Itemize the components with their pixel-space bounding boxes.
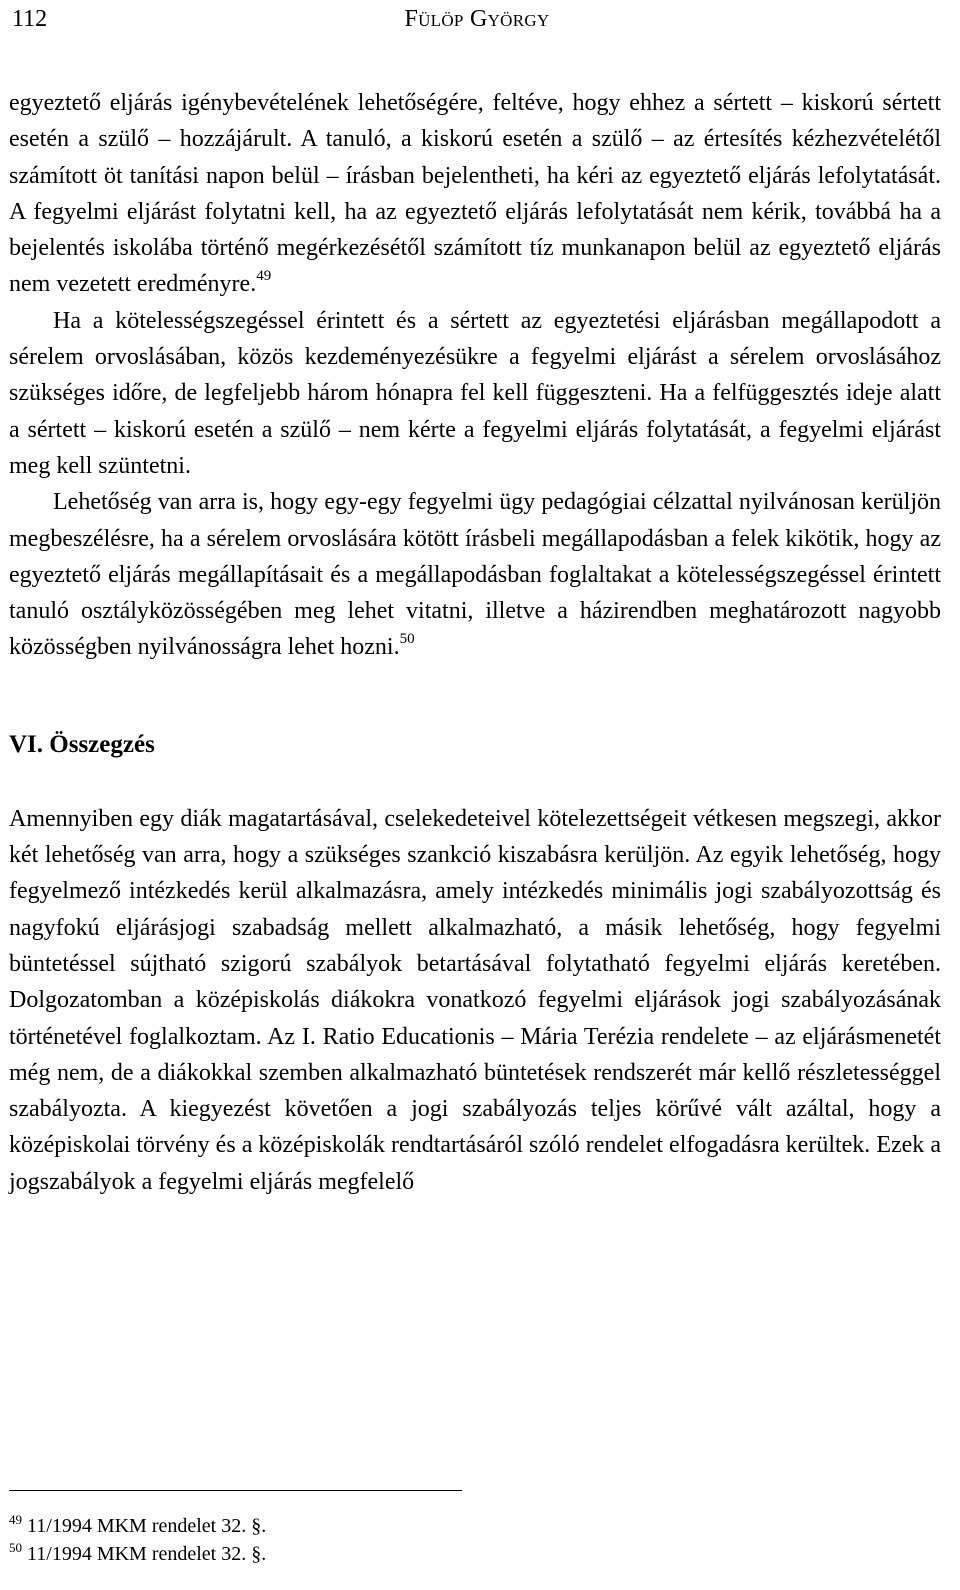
page-number: 112 (12, 6, 48, 32)
footnotes (9, 1512, 941, 1568)
footnote (9, 1512, 941, 1540)
body-text (9, 85, 941, 1200)
paragraph (9, 484, 941, 665)
paragraph-text: Lehetőség van arra is, hogy egy-egy fegyelmi ügy pedagógiai célzattal nyilvánosan kerüljön megbeszélésre, ha a sérelem orvoslására kötött írásbeli megállapodásban a felek kikötik, hogy az egyeztető eljárás megállapításait és a megállapodásban foglaltakat a kötelességszegéssel érintett tanuló osztályközösségében meg lehet vitatni, illetve a házirendben meghatározott nagyobb közösségben nyilvánosságra lehet hozni. (9, 489, 941, 661)
footnote-number: 49 (9, 1512, 22, 1527)
paragraph-text: egyeztető eljárás igénybevételének lehetőségére, feltéve, hogy ehhez a sértett – kiskorú sértett esetén a szülő – hozzájárult. A tanuló, a kiskorú esetén a szülő – az értesítés kézhezvételétől számított öt tanítási napon belül – írásban bejelentheti, ha kéri az egyeztető eljárás lefolytatását. A fegyelmi eljárást folytatni kell, ha az egyeztető eljárás lefolytatását nem kérik, továbbá ha a bejelentés iskolába történő megérkezésétől számított tíz munkanapon belül az egyeztető eljárás nem vezetett eredményre. (9, 90, 941, 298)
paragraph (9, 85, 941, 303)
footnote-text: 11/1994 MKM rendelet 32. §. (27, 1543, 267, 1565)
summary-paragraph: Amennyiben egy diák magatartásával, cselekedeteivel kötelezettségeit vétkesen megszegi, akkor két lehetőség van arra, hogy a szükséges szankció kiszabásra kerüljön. Az egyik lehetőség, hogy fegyelmező intézkedés kerül alkalmazásra, amely intézkedés minimális jogi szabályozottság és nagyfokú eljárásjogi szabadság mellett alkalmazható, a másik lehetőség, hogy fegyelmi büntetéssel sújtható szigorú szabályok betartásával folytatható fegyelmi eljárás keretében. Dolgozatomban a középiskolás diákokra vonatkozó fegyelmi eljárások jogi szabályozásának történetével foglalkoztam. Az I. Ratio Educationis – Mária Terézia rendelete – az eljárásmenetét még nem, de a diákokkal szemben alkalmazható büntetések rendszerét már kellő részletességgel szabályozta. A kiegyezést követően a jogi szabályozás teljes körűvé vált azáltal, hogy a középiskolai törvény és a középiskolák rendtartásáról szóló rendelet elfogadásra kerültek. Ezek a jogszabályok a fegyelmi eljárás megfelelő (9, 805, 941, 1195)
section-heading: VI. Összegzés (9, 730, 155, 758)
footnote-reference[interactable]: 50 (399, 631, 415, 648)
paragraph (9, 303, 941, 484)
footnote-text: 11/1994 MKM rendelet 32. §. (27, 1515, 267, 1537)
footnote-number: 50 (9, 1540, 22, 1555)
footnote-reference[interactable]: 49 (256, 268, 272, 285)
running-title: Fülöp György (404, 6, 550, 32)
footnote (9, 1540, 941, 1568)
footnote-divider (9, 1490, 462, 1491)
paragraph-text: Ha a kötelességszegéssel érintett és a sértett az egyeztetési eljárásban megállapodott a sérelem orvoslásában, közös kezdeményezésükre a fegyelmi eljárást a sérelem orvoslásához szükséges időre, de legfeljebb három hónapra fel kell függeszteni. Ha a felfüggesztés ideje alatt a sértett – kiskorú esetén a szülő – nem kérte a fegyelmi eljárás folytatását, a fegyelmi eljárást meg kell szüntetni. (9, 307, 941, 479)
page-header (12, 4, 942, 40)
